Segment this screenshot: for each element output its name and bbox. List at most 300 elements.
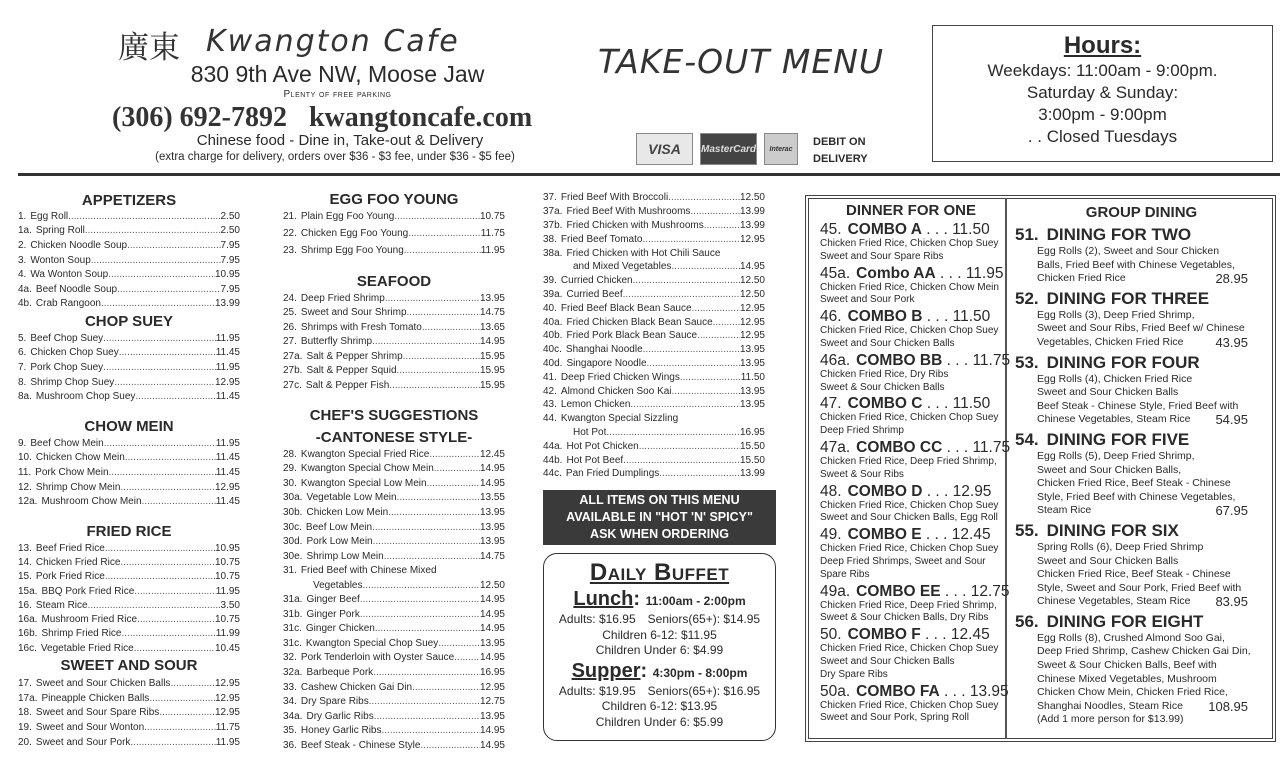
combo-title: [820, 483, 1002, 500]
item-name: Beef Chop Suey: [30, 332, 104, 344]
combo-name: COMBO EE: [856, 582, 941, 600]
description-text: Style, Sweet and Sour Pork, Fried Beef with: [1037, 581, 1242, 594]
combo-price: 11.75: [972, 438, 1011, 456]
item-number: 28.: [283, 448, 297, 460]
meal-time: 11:00am - 2:00pm: [645, 594, 746, 608]
combo-number: 45.: [820, 221, 842, 238]
group-description: [1015, 504, 1260, 518]
item-price: 14.75: [479, 307, 505, 319]
combo-item: [820, 265, 1002, 308]
item-name: Fried Beef With Mushrooms: [566, 206, 691, 218]
adult-price: Adults: $16.95: [558, 612, 636, 626]
group-name: DINING FOR EIGHT: [1046, 611, 1204, 631]
combo-name: COMBO D: [847, 482, 923, 500]
item-number: 30.: [283, 477, 297, 489]
group-description: [1015, 272, 1260, 286]
item-number: 10.: [18, 452, 32, 464]
group-name: DINING FOR THREE: [1046, 288, 1210, 308]
combo-description: Chicken Fried Rice, Chicken Chop Suey: [820, 499, 999, 511]
item-name: Shrimp Chow Mein: [35, 481, 121, 493]
group-title: [1015, 289, 1260, 309]
combo-price: 12.95: [952, 482, 992, 500]
item-name: Fried Beef Black Bean Sauce: [560, 302, 692, 314]
combo-title: [820, 351, 1011, 369]
menu-item: [18, 641, 240, 655]
hours-box: [932, 25, 1273, 162]
dot-leader: [105, 571, 215, 582]
item-price: 11.45: [215, 496, 240, 508]
menu-item: [283, 242, 505, 259]
item-name: Sweet and Sour Shrimp: [300, 307, 407, 319]
item-price: 11.95: [215, 361, 240, 373]
dot-leader: [942, 439, 972, 456]
menu-item-continued: [543, 260, 765, 274]
item-number: 24.: [283, 292, 297, 304]
dot-leader: [697, 330, 740, 341]
combo-item: [820, 682, 1009, 726]
item-price: 14.95: [479, 608, 505, 620]
phone-number[interactable]: (306) 692-7892: [112, 102, 287, 133]
item-name: Spring Roll: [35, 225, 85, 237]
item-number: 7.: [18, 361, 27, 373]
item-number: 41.: [543, 371, 557, 383]
item-name: BBQ Pork Fried Rice: [41, 585, 135, 597]
menu-item: [543, 467, 765, 481]
item-number: 23.: [283, 245, 297, 256]
item-name: Curried Chicken: [560, 275, 633, 287]
item-number: 34a.: [283, 710, 303, 722]
menu-item: [18, 238, 240, 253]
item-price: 12.95: [739, 302, 765, 314]
menu-item: [18, 389, 240, 404]
combo-description: Deep Fried Shrimp: [820, 425, 904, 437]
menu-item: [543, 232, 765, 246]
item-name: Chicken Noodle Soup: [30, 239, 128, 251]
item-name: Salt & Pepper Squid: [306, 365, 397, 377]
menu-item: [18, 613, 240, 627]
menu-item: [18, 224, 240, 239]
website-link[interactable]: kwangtoncafe.com: [308, 102, 533, 133]
menu-item: [18, 720, 240, 735]
menu-item: [283, 491, 505, 506]
item-price: 7.95: [220, 283, 240, 295]
menu-item: [18, 598, 240, 612]
menu-item: [543, 384, 765, 398]
description-text: Shanghai Noodles, Steam Rice: [1037, 699, 1183, 712]
item-price: 10.75: [479, 211, 505, 222]
dot-leader: [404, 245, 481, 256]
item-name: Vegetable Low Mein: [306, 492, 397, 504]
item-price: 12.95: [214, 481, 240, 493]
item-name: Shanghai Noodle: [565, 344, 643, 356]
item-price: 11.95: [215, 332, 240, 344]
menu-item: [18, 436, 240, 451]
section-heading: FRIED RICE: [86, 523, 172, 540]
dot-leader: [397, 365, 480, 376]
item-name: Honey Garlic Ribs: [300, 725, 382, 737]
item-price: 12.95: [479, 681, 505, 693]
group-description: [1015, 450, 1260, 464]
menu-item: [18, 346, 240, 361]
dot-leader: [389, 380, 480, 391]
item-name: Fried Beef Tomato: [560, 233, 643, 245]
group-description: [1015, 309, 1260, 323]
item-name: Barbeque Pork: [306, 667, 374, 679]
item-name-continued: Hot Pot: [573, 426, 607, 438]
item-name: Wa Wonton Soup: [30, 269, 109, 281]
item-name: Chicken Chow Mein: [35, 452, 125, 464]
item-number: 6.: [18, 347, 27, 359]
item-price: 10.45: [214, 642, 240, 654]
combo-title: [820, 438, 1011, 456]
combo-number: 48.: [820, 482, 842, 500]
menu-item: [283, 291, 505, 306]
item-name: Fried Pork Black Bean Sauce: [566, 330, 698, 342]
dot-leader: [394, 211, 480, 222]
item-name: Fried Beef with Chinese Mixed: [300, 565, 437, 577]
dot-leader: [382, 725, 480, 736]
dot-leader: [397, 492, 480, 503]
menu-item: [543, 288, 765, 302]
item-number: 17.: [18, 677, 32, 689]
dot-leader: [103, 362, 216, 373]
combo-description: Sweet and Sour Chicken Balls: [820, 655, 955, 667]
section-heading: EGG FOO YOUNG: [329, 191, 459, 208]
dot-leader: [363, 580, 480, 591]
item-name: Kwangton Special Low Mein: [300, 477, 427, 489]
item-name: Pineapple Chicken Balls: [41, 692, 150, 704]
description-text: Chinese Mixed Vegetables, Mushroom: [1037, 672, 1217, 685]
adult-price: Adults: $19.95: [558, 683, 636, 698]
combo-description: Sweet & Sour Chicken Balls, Dry Ribs: [820, 612, 989, 624]
group-description: [1015, 700, 1260, 714]
item-price: 14.95: [479, 336, 505, 348]
item-price: 13.95: [479, 637, 505, 649]
description-text: Egg Rolls (4), Chicken Fried Rice: [1037, 372, 1193, 385]
dot-leader: [144, 722, 216, 733]
item-price: 11.50: [740, 371, 765, 383]
combo-number: 46.: [820, 308, 842, 326]
description-text: Style, Fried Beef with Chinese Vegetables,: [1037, 490, 1236, 503]
combo-price: 13.95: [969, 682, 1009, 700]
dot-leader: [642, 234, 740, 245]
item-name: Butterfly Shrimp: [300, 336, 373, 348]
item-name-continued: Vegetables: [313, 579, 363, 591]
section-heading: APPETIZERS: [81, 192, 177, 209]
dot-leader: [606, 427, 740, 438]
menu-item: [18, 297, 240, 312]
description-text: Chicken Fried Rice: [1037, 272, 1126, 285]
group-description: [1015, 568, 1260, 582]
item-number: 15a.: [18, 585, 38, 597]
description-text: Sweet and Sour Chicken Balls,: [1037, 463, 1182, 476]
combo-name: COMBO BB: [856, 351, 943, 369]
dot-leader: [407, 307, 480, 318]
item-price: 13.95: [739, 344, 765, 356]
item-price: 11.95: [215, 585, 240, 597]
item-number: 12.: [18, 481, 32, 493]
combo-description: Dry Spare Ribs: [820, 668, 888, 680]
item-name-continued: and Mixed Vegetables: [573, 261, 672, 273]
group-number: 52.: [1015, 288, 1039, 308]
description-text: Vegetables, Chicken Fried Rice: [1037, 335, 1184, 348]
item-price: 13.99: [739, 206, 765, 218]
menu-item: [283, 378, 505, 393]
item-price: 13.95: [739, 357, 765, 369]
item-price: 7.95: [220, 254, 240, 266]
dot-leader: [639, 441, 740, 452]
item-number: 22.: [283, 228, 297, 239]
group-dining-title: GROUP DINING: [1085, 204, 1198, 221]
dot-leader: [922, 221, 952, 238]
menu-item: [543, 439, 765, 453]
group-item: [1015, 225, 1260, 286]
menu-item: [283, 225, 505, 242]
combo-description: Chicken Fried Rice, Deep Fried Shrimp,: [820, 599, 997, 611]
item-name: Dry Garlic Ribs: [306, 710, 374, 722]
dot-leader: [704, 220, 740, 231]
group-description: [1015, 491, 1260, 505]
item-number: 38.: [543, 233, 557, 245]
dot-leader: [374, 711, 480, 722]
group-title: [1015, 430, 1260, 450]
item-price: 11.45: [215, 391, 240, 403]
combo-number: 50a.: [820, 682, 851, 700]
item-price: 15.50: [739, 440, 765, 452]
group-item: [1015, 612, 1260, 727]
item-number: 42.: [543, 385, 557, 397]
item-number: 38a.: [543, 247, 563, 259]
combo-description: Chicken Fried Rice, Dry Ribs: [820, 368, 949, 380]
item-number: 37.: [543, 192, 557, 204]
menu-item: [543, 329, 765, 343]
combo-item: [820, 582, 1010, 626]
menu-item: [283, 593, 505, 608]
mastercard-icon: MasterCard: [700, 133, 757, 165]
item-price: 11.75: [480, 228, 505, 239]
debit-line: DEBIT ON: [813, 136, 866, 148]
dot-leader: [114, 377, 215, 388]
menu-item: [283, 462, 505, 477]
menu-item: [283, 476, 505, 491]
item-price: 13.95: [479, 536, 505, 548]
section-heading: SWEET AND SOUR: [60, 657, 198, 674]
dot-leader: [149, 693, 215, 704]
item-number: 39a.: [543, 288, 563, 300]
menu-item: [543, 412, 765, 426]
item-number: 12a.: [18, 496, 38, 508]
item-number: 36.: [283, 739, 297, 751]
item-number: 40a.: [543, 316, 563, 328]
dot-leader: [134, 586, 215, 597]
menu-item-continued: [543, 426, 765, 440]
description-text: Chinese Vegetables, Steam Rice: [1037, 413, 1191, 426]
item-price: 13.95: [479, 710, 505, 722]
item-number: 16b.: [18, 628, 38, 640]
combo-name: COMBO F: [847, 626, 921, 644]
menu-item: [18, 541, 240, 555]
menu-item: [283, 549, 505, 564]
menu-item: [18, 584, 240, 598]
group-price: 54.95: [1215, 412, 1248, 428]
item-name: Singapore Noodle: [566, 357, 647, 369]
combo-description: Chicken Fried Rice, Chicken Chow Mein: [820, 281, 999, 293]
combo-price: 11.50: [952, 221, 990, 238]
menu-item: [283, 709, 505, 724]
description-text: Egg Rolls (2), Sweet and Sour Chicken: [1037, 245, 1220, 257]
section-heading: SEAFOOD: [356, 273, 432, 290]
menu-item: [18, 570, 240, 584]
dot-leader: [647, 358, 740, 369]
visa-card-icon: VISA: [636, 133, 693, 165]
menu-item: [543, 370, 765, 384]
dot-leader: [108, 269, 215, 280]
buffet-meal: [544, 660, 775, 731]
dot-leader: [672, 386, 740, 397]
item-name: Salt & Pepper Fish: [305, 379, 390, 391]
notice-line: ALL ITEMS ON THIS MENU: [579, 493, 740, 507]
meal-label: Supper: [571, 659, 641, 682]
description-text: Deep Fried Shrimp, Cashew Chicken Gai Din,: [1037, 645, 1251, 658]
combo-price: 11.95: [965, 264, 1004, 282]
hours-line: Saturday & Sunday:: [1026, 83, 1179, 102]
services-line: Chinese food - Dine in, Take-out & Delivery: [196, 132, 484, 149]
menu-item: [283, 738, 505, 753]
combo-name: COMBO A: [847, 221, 922, 238]
description-text: Chinese Vegetables, Steam Rice: [1037, 595, 1191, 608]
item-price: 12.95: [739, 233, 765, 245]
menu-item: [283, 723, 505, 738]
description-text: Egg Rolls (5), Deep Fried Shrimp,: [1037, 449, 1195, 462]
buffet-meal: [544, 588, 775, 659]
item-name: Deep Fried Chicken Wings: [560, 371, 680, 383]
item-name: Shrimp Low Mein: [306, 550, 384, 562]
item-number: 31c.: [283, 623, 302, 635]
parking-note: Plenty of free parking: [283, 89, 392, 100]
group-number: 53.: [1015, 352, 1039, 372]
item-number: 14.: [18, 556, 32, 568]
item-price: 7.95: [220, 239, 240, 251]
interac-icon: Interac: [764, 133, 798, 165]
dot-leader: [680, 372, 741, 383]
combo-title: [820, 682, 1009, 700]
group-description: [1015, 336, 1260, 350]
combo-item: [820, 483, 1002, 526]
group-description: [1015, 595, 1260, 609]
combo-description: Sweet & Sour Chicken Balls: [820, 381, 945, 393]
hours-line: 3:00pm - 9:00pm: [1038, 105, 1167, 124]
dot-leader: [372, 336, 480, 347]
description-text: Sweet & Sour Chicken Balls, Beef with: [1037, 659, 1217, 672]
dot-leader: [454, 652, 480, 663]
dot-leader: [68, 211, 220, 222]
combo-price: 11.50: [952, 395, 991, 413]
item-price: 13.55: [479, 492, 505, 504]
item-number: 5.: [18, 332, 27, 344]
description-text: Sweet and Sour Chicken Balls: [1037, 386, 1179, 399]
meal-time: 4:30pm - 8:00pm: [652, 665, 748, 680]
item-price: 12.95: [214, 376, 240, 388]
item-name: Pork Tenderloin with Oyster Sauce: [300, 652, 455, 664]
dot-leader: [388, 507, 480, 518]
hours-title: Hours:: [1063, 32, 1142, 59]
item-price: 14.75: [479, 550, 505, 562]
item-name: Kwangton Special Fried Rice: [300, 448, 430, 460]
item-price: 14.95: [479, 623, 505, 635]
item-number: 19.: [18, 722, 32, 734]
group-name: DINING FOR SIX: [1046, 520, 1179, 540]
item-name: Curried Beef: [566, 288, 623, 300]
item-name: Egg Roll: [30, 210, 69, 222]
group-item: [1015, 521, 1260, 609]
group-name: DINING FOR FIVE: [1046, 429, 1190, 449]
menu-item: [18, 209, 240, 224]
description-text: Egg Rolls (8), Crushed Almond Soo Gai,: [1037, 631, 1225, 644]
dot-leader: [922, 483, 952, 500]
combo-item: [820, 526, 1002, 581]
item-price: 13.95: [739, 385, 765, 397]
dot-leader: [91, 255, 221, 266]
senior-price: Seniors(65+): $16.95: [647, 683, 761, 698]
dot-leader: [159, 707, 215, 718]
restaurant-name: Kwangton Cafe: [206, 24, 460, 59]
combo-price: 12.45: [951, 526, 991, 544]
dot-leader: [125, 452, 216, 463]
dot-leader: [375, 623, 480, 634]
item-price: 11.45: [215, 466, 240, 478]
group-description: [1015, 373, 1260, 387]
menu-item: [18, 480, 240, 495]
group-description: [1015, 477, 1260, 491]
menu-item: [283, 651, 505, 666]
group-description: [1015, 673, 1260, 687]
item-price: 14.95: [479, 463, 505, 475]
dot-leader: [633, 275, 740, 286]
dot-leader: [119, 347, 216, 358]
group-number: 56.: [1015, 611, 1039, 631]
group-title: [1015, 225, 1260, 245]
section-heading: CHEF'S SUGGESTIONS: [309, 407, 479, 424]
combo-description: Sweet and Sour Chicken Balls: [820, 337, 955, 349]
item-name: Salt & Pepper Shrimp: [306, 350, 403, 362]
item-number: 4.: [18, 269, 27, 281]
combo-description: Chicken Fried Rice, Chicken Chop Suey: [820, 325, 999, 337]
dot-leader: [922, 395, 952, 412]
combo-number: 46a.: [820, 351, 851, 369]
item-number: 30a.: [283, 492, 303, 504]
item-name: Mushroom Fried Rice: [41, 614, 138, 626]
delivery-note: (extra charge for delivery, orders over $36 - $3 fee, under $36 - $5 fee): [155, 151, 515, 163]
item-price: 13.95: [739, 399, 765, 411]
item-number: 1.: [18, 210, 27, 222]
hot-spicy-notice: [543, 490, 776, 545]
combo-description: Sweet and Sour Pork, Spring Roll: [820, 712, 969, 724]
item-price: 15.50: [739, 454, 765, 466]
group-number: 51.: [1015, 225, 1039, 244]
menu-item: [18, 253, 240, 268]
menu-item: [18, 494, 240, 509]
item-name: Beef Noodle Soup: [35, 283, 118, 295]
combo-number: 45a.: [820, 264, 851, 282]
combo-description: Deep Fried Shrimps, Sweet and Sour: [820, 555, 986, 567]
item-price: 12.95: [739, 316, 765, 328]
buffet-title: Daily Buffet: [589, 559, 730, 586]
notice-line: ASK WHEN ORDERING: [590, 527, 729, 541]
item-price: 12.95: [739, 330, 765, 342]
dot-leader: [623, 455, 740, 466]
item-name: Beef Chow Mein: [30, 437, 104, 449]
group-item: [1015, 353, 1260, 427]
